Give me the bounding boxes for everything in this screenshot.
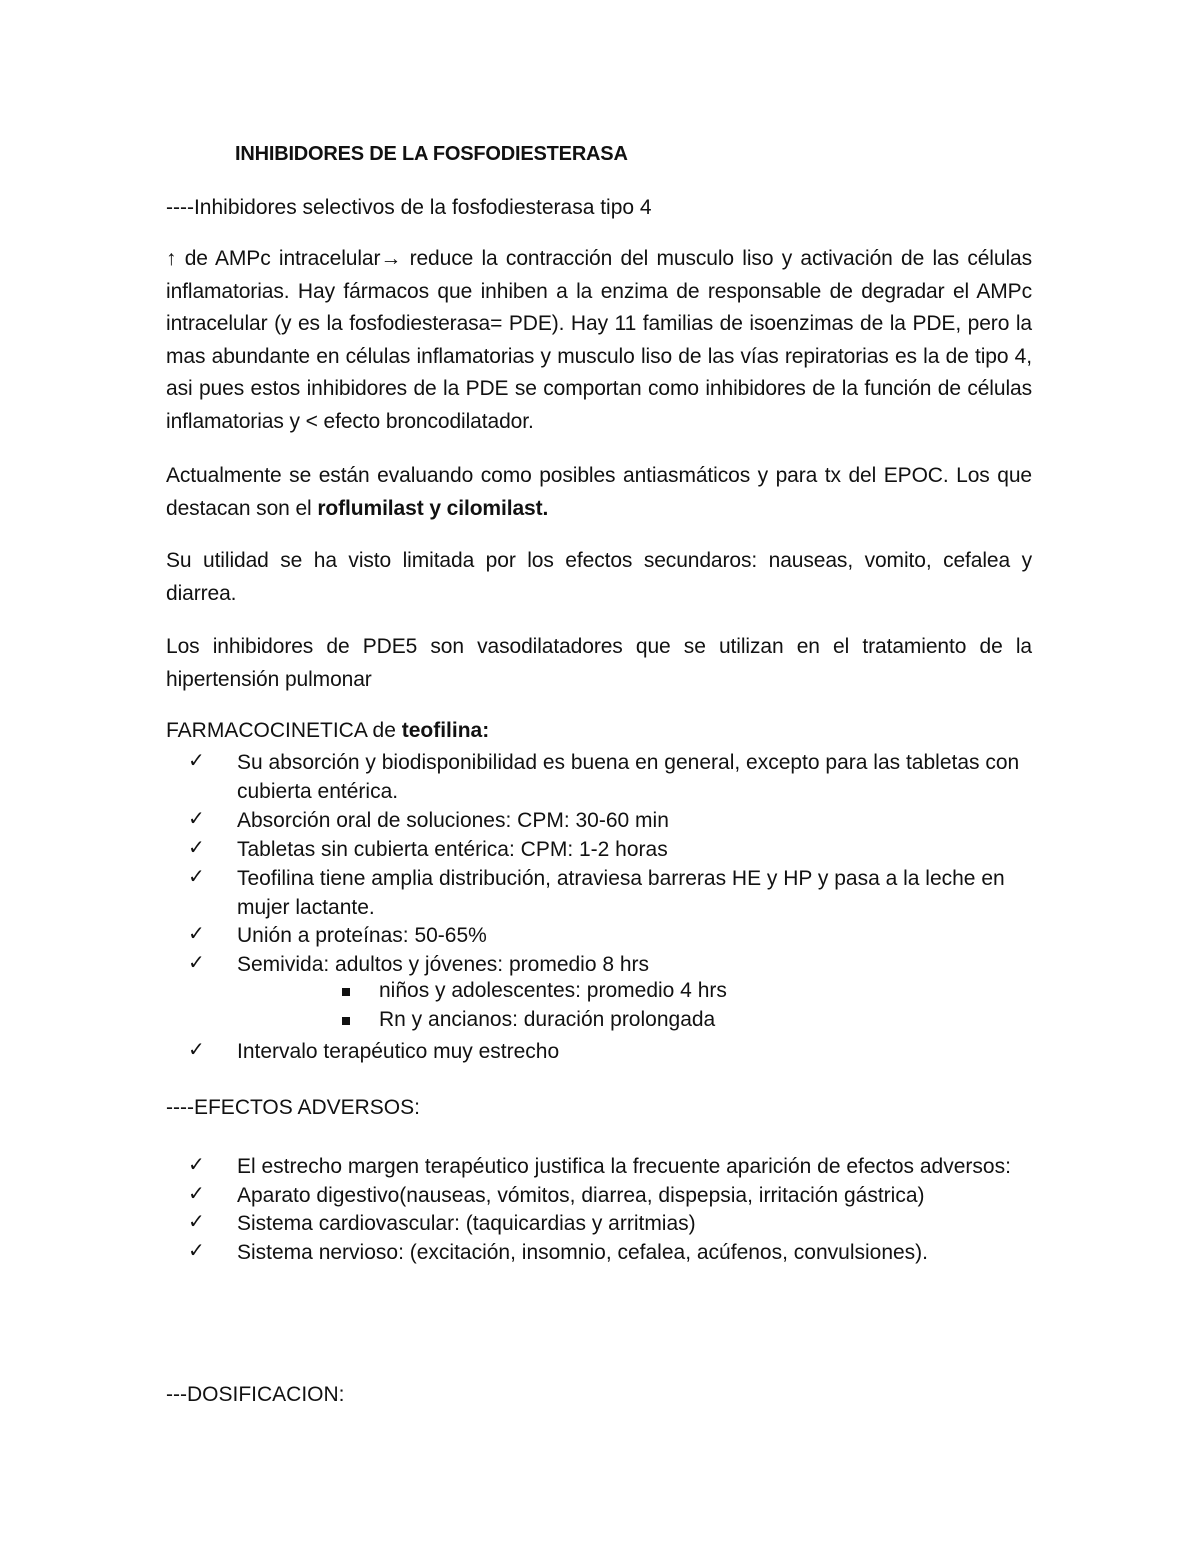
checkmark-icon: ✓	[188, 952, 205, 974]
pk-heading-drug: teofilina:	[401, 719, 490, 742]
paragraph-pde5: Los inhibidores de PDE5 son vasodilatadores que se utilizan en el tratamiento de la hipertensión pulmonar	[166, 635, 1032, 691]
arrow-up-icon: ↑	[166, 247, 177, 270]
checkmark-icon: ✓	[188, 1211, 205, 1233]
pk-item-text: Teofilina tiene amplia distribución, atraviesa barreras HE y HP y pasa a la leche en mujer lactante.	[237, 867, 1005, 919]
pk-item-text: Unión a proteínas: 50-65%	[237, 924, 487, 947]
adverse-item-text: Aparato digestivo(nauseas, vómitos, diarrea, dispepsia, irritación gástrica)	[237, 1184, 925, 1207]
pk-item-text: Semivida: adultos y jóvenes: promedio 8 hrs	[237, 953, 650, 976]
paragraph-ampc-text-b: reduce la contracción del musculo liso y activación de las células inflamatorias. Hay fármacos que inhiben a la enzima de responsable de degradar el AMPc intracelular (y es la fosfodiesterasa= PDE). Hay 11 familias de isoenzimas de la PDE, pero la mas abundante en células inflamatorias y musculo liso de las vías repiratorias es la de tipo 4, asi pues estos inhibidores de la PDE se comportan como inhibidores de la función de células inflamatorias y < efecto broncodilatador.	[166, 247, 1032, 433]
pk-heading-text: FARMACOCINETICA de	[166, 719, 402, 742]
paragraph-antiasthmatic-text: Actualmente se están evaluando como posibles antiasmáticos y para tx del EPOC. Los que destacan son el	[166, 464, 1032, 520]
checkmark-icon: ✓	[188, 1154, 205, 1176]
square-bullet-icon	[342, 988, 350, 996]
checkmark-icon: ✓	[188, 923, 205, 945]
pk-item-text: Tabletas sin cubierta entérica: CPM: 1-2 horas	[237, 838, 668, 861]
page-title: INHIBIDORES DE LA FOSFODIESTERASA	[235, 143, 628, 165]
pk-item-text: Absorción oral de soluciones: CPM: 30-60 min	[237, 809, 669, 832]
adverse-item-text: Sistema cardiovascular: (taquicardias y arritmias)	[237, 1212, 696, 1235]
checkmark-icon: ✓	[188, 808, 205, 830]
checkmark-icon: ✓	[188, 750, 205, 772]
paragraph-antiasthmatic	[166, 460, 1032, 525]
pk-heading	[166, 719, 489, 743]
paragraph-ampc-text-a: de AMPc intracelular	[176, 247, 381, 270]
adverse-item-text: Sistema nervioso: (excitación, insomnio, cefalea, acúfenos, convulsiones).	[237, 1241, 929, 1264]
checkmark-icon: ✓	[188, 1183, 205, 1205]
adverse-item-text: El estrecho margen terapéutico justifica la frecuente aparición de efectos adversos:	[237, 1155, 1011, 1178]
square-bullet-icon	[342, 1017, 350, 1025]
checkmark-icon: ✓	[188, 866, 205, 888]
pk-subitem-text: Rn y ancianos: duración prolongada	[379, 1008, 716, 1031]
pk-item-text: Intervalo terapéutico muy estrecho	[237, 1040, 560, 1063]
dosing-heading: ---DOSIFICACION:	[166, 1383, 345, 1406]
paragraph-side-effects: Su utilidad se ha visto limitada por los efectos secundaros: nauseas, vomito, cefalea y diarrea.	[166, 549, 1032, 605]
paragraph-ampc	[166, 243, 1032, 438]
subtitle-pde4: ----Inhibidores selectivos de la fosfodiesterasa tipo 4	[166, 196, 652, 219]
drug-names: roflumilast y cilomilast.	[317, 496, 549, 520]
adverse-heading: ----EFECTOS ADVERSOS:	[166, 1096, 420, 1119]
checkmark-icon: ✓	[188, 1240, 205, 1262]
pk-item-text: Su absorción y biodisponibilidad es buena en general, excepto para las tabletas con cubierta entérica.	[237, 751, 1020, 803]
checkmark-icon: ✓	[188, 837, 205, 859]
checkmark-icon: ✓	[188, 1039, 205, 1061]
arrow-right-icon: →	[380, 247, 402, 270]
pk-subitem-text: niños y adolescentes: promedio 4 hrs	[379, 979, 727, 1002]
